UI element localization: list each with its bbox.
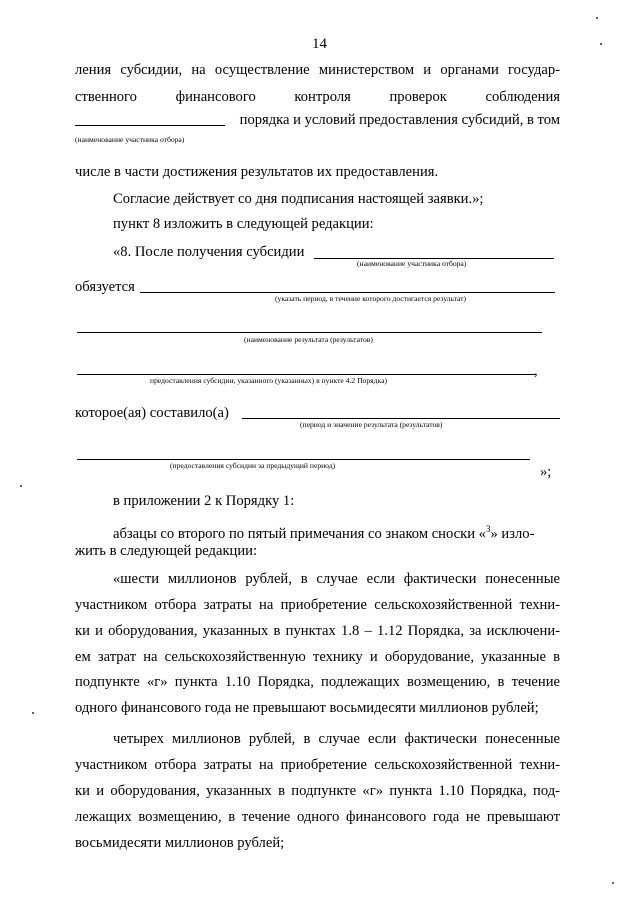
scan-speck <box>32 712 34 714</box>
text-line: ем затрат на сельскохозяйственную технику и оборудование, указанные в <box>75 649 560 665</box>
text-line: «8. После получения субсидии <box>113 244 305 260</box>
scan-speck <box>612 882 614 884</box>
blank-line <box>75 125 225 126</box>
scan-speck <box>20 485 22 487</box>
text-line: пункт 8 изложить в следующей редакции: <box>113 216 374 232</box>
text-line: которое(ая) составило(а) <box>75 405 229 421</box>
text-line: ления субсидии, на осуществление министерством и органами государ- <box>75 62 560 78</box>
page-number: 14 <box>312 36 327 52</box>
text-line: , <box>534 363 538 379</box>
text-line: восьмидесяти миллионов рублей; <box>75 835 285 851</box>
text-line: участником отбора затраты на приобретение сельскохозяйственной техни- <box>75 757 560 773</box>
text-line: четырех миллионов рублей, в случае если фактически понесенные <box>113 731 560 747</box>
text-line: «шести миллионов рублей, в случае если фактически понесенные <box>113 571 560 587</box>
blank-line <box>77 374 535 375</box>
field-caption: (наименование участника отбора) <box>75 135 185 144</box>
field-caption: (предоставления субсидии за предыдущий период) <box>170 461 336 470</box>
text-segment: » изло- <box>490 525 535 542</box>
blank-line <box>242 418 560 419</box>
scan-speck <box>596 17 598 19</box>
blank-line <box>77 459 530 460</box>
text-line: подпункте «г» пункта 1.10 Порядка, подлежащих возмещению, в течение <box>75 674 560 690</box>
text-line: в приложении 2 к Порядку 1: <box>113 493 295 509</box>
text-line: »; <box>540 464 552 480</box>
field-caption: предоставления субсидии, указанного (указанных) в пункте 4.2 Порядка) <box>150 376 387 385</box>
footnote-sign: 3 <box>485 524 491 534</box>
text-line: ственного финансового контроля проверок соблюдения <box>75 89 560 105</box>
field-caption: (указать период, в течение которого достигается результат) <box>275 294 467 303</box>
text-line: участником отбора затраты на приобретение сельскохозяйственной техни- <box>75 597 560 613</box>
field-caption: (наименование участника отбора) <box>357 259 467 268</box>
field-caption: (период и значение результата (результатов) <box>300 420 443 429</box>
text-line: порядка и условий предоставления субсидий, в том <box>239 112 560 128</box>
blank-line <box>140 292 555 293</box>
text-line: ки и оборудования, указанных в подпункте «г» пункта 1.10 Порядка, под- <box>75 783 560 799</box>
text-line: Согласие действует со дня подписания настоящей заявки.»; <box>113 191 484 207</box>
text-line: обязуется <box>75 279 135 295</box>
text-line: жить в следующей редакции: <box>75 543 258 559</box>
text-line: лежащих возмещению, в течение одного финансового года не превышают <box>75 809 560 825</box>
text-line <box>113 520 560 543</box>
blank-line <box>77 332 542 333</box>
text-line: одного финансового года не превышают восьмидесяти миллионов рублей; <box>75 700 539 716</box>
field-caption: (наименование результата (результатов) <box>244 335 373 344</box>
text-line: числе в части достижения результатов их предоставления. <box>75 164 439 180</box>
text-line: ки и оборудования, указанных в пунктах 1.8 – 1.12 Порядка, за исключени- <box>75 623 560 639</box>
text-segment: абзацы со второго по пятый примечания со знаком сноски « <box>113 525 486 542</box>
scan-speck <box>600 43 602 45</box>
